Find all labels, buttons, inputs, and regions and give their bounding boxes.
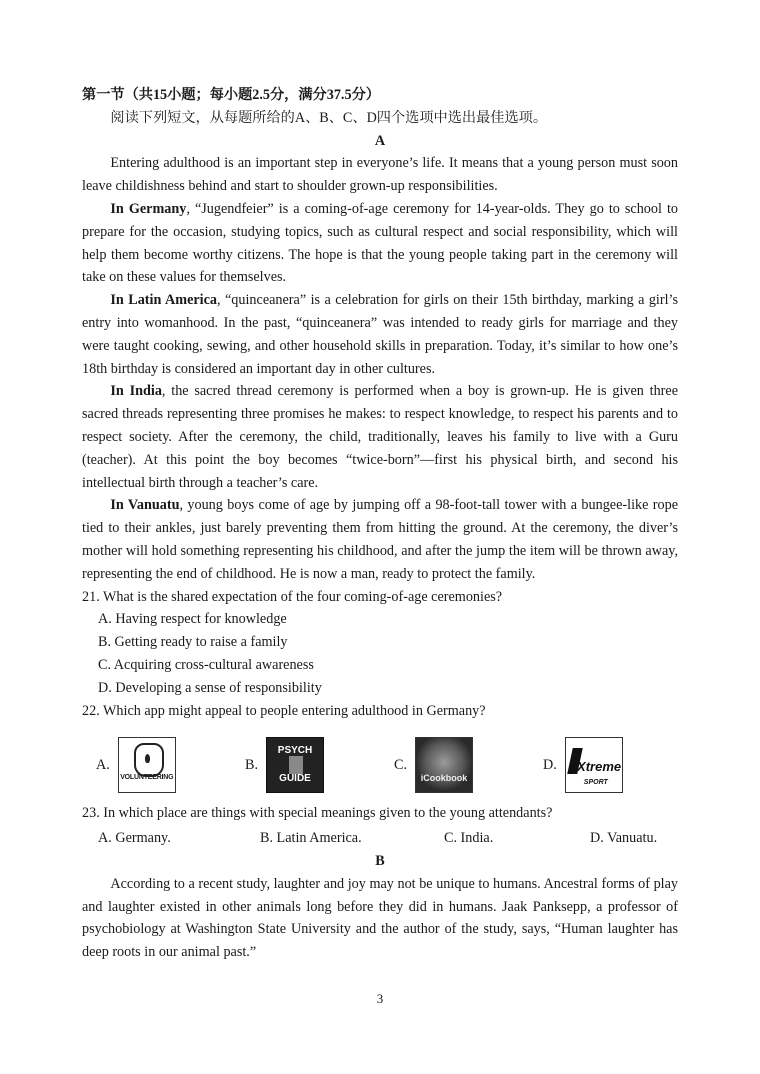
passage-b-paragraph-1: According to a recent study, laughter and joy may not be unique to humans. Ancestral forms of play and laughter existed in other animals long before they did in humans. Jaak Panksepp, a professor of psychobiology at Washington State University and the author of the study, says, “Human laughter has deep roots in our animal past.” <box>82 875 678 961</box>
paragraph-body: , young boys come of age by jumping off a 98-foot-tall tower with a bungee-like rope tied to their ankles, just barely preventing them from hitting the ground. At the ceremony, the diver’s mother will hold something representing his childhood, and after the jump the item will be thrown away, representing the end of childhood. He is now a man, ready to protect the family. <box>82 497 678 582</box>
psych-guide-app-icon <box>266 737 324 793</box>
paragraph-lead-latin-america: In Latin America <box>110 292 218 309</box>
passage-a-paragraph-2 <box>82 198 678 289</box>
paragraph-lead-india: In India <box>110 383 162 400</box>
option-letter: A. <box>96 756 110 773</box>
passage-a-label: A <box>374 132 386 149</box>
volunteering-app-icon <box>118 737 176 793</box>
section-title: 第一节（共15小题；每小题2.5分，满分37.5分） <box>82 87 380 103</box>
section-instruction: 阅读下列短文，从每题所给的A、B、C、D四个选项中选出最佳选项。 <box>110 109 548 126</box>
page-number: 3 <box>376 991 384 1006</box>
paragraph-lead-vanuatu: In Vanuatu <box>110 497 180 514</box>
question-23-option-c[interactable]: C. India. <box>444 830 494 847</box>
paragraph-lead-germany: In Germany <box>110 200 187 217</box>
question-23-option-d[interactable]: D. Vanuatu. <box>590 830 658 847</box>
extreme-sport-app-icon <box>565 737 623 793</box>
question-23-stem: 23. In which place are things with special meanings given to the young attendants? <box>82 805 553 822</box>
question-22-options <box>82 728 678 802</box>
question-22-option-c[interactable] <box>380 737 529 793</box>
question-22-option-d[interactable] <box>529 737 678 793</box>
paragraph-body: , “quinceanera” is a celebration for girls on their 15th birthday, marking a girl’s entry into womanhood. In the past, “quinceanera” was intended to ready girls for marriage and they were taught cooking, sewing, and other household skills in preparation. Today, it’s similar to how one’s 18th birthday is considered an important day in other cultures. <box>82 292 678 377</box>
icon-label-bottom: SPORT <box>583 779 608 787</box>
option-letter: C. <box>394 756 408 773</box>
passage-a-paragraph-1: Entering adulthood is an important step in everyone’s life. It means that a young person must soon leave childishness behind and start to shoulder grown-up responsibilities. <box>82 155 678 195</box>
option-letter: B. <box>245 756 259 773</box>
icon-label: VOLUNTEERING <box>120 773 174 781</box>
question-22-option-b[interactable] <box>231 737 380 793</box>
paragraph-body: , the sacred thread ceremony is performed when a boy is grown-up. He is given three sacred threads representing three promises he makes: to respect knowledge, to respect his parents and to respect society. After the ceremony, the child, traditionally, leaves his family to live with a Guru (teacher). At this point the boy becomes “twice-born”—first his physical birth, and second his intellectual birth through a teacher’s care. <box>82 383 678 491</box>
question-21-option-c[interactable]: C. Acquiring cross-cultural awareness <box>98 656 314 673</box>
passage-a-paragraph-5 <box>82 494 678 585</box>
icon-label-top: PSYCH <box>277 745 313 757</box>
question-21-option-d[interactable]: D. Developing a sense of responsibility <box>98 679 322 696</box>
question-23-option-a[interactable]: A. Germany. <box>98 830 171 847</box>
question-22-option-a[interactable] <box>82 737 231 793</box>
question-21-option-b[interactable]: B. Getting ready to raise a family <box>98 634 288 651</box>
exam-page <box>82 84 678 964</box>
question-21-stem: 21. What is the shared expectation of the four coming-of-age ceremonies? <box>82 588 503 605</box>
question-23-options <box>98 827 678 850</box>
option-letter: D. <box>543 756 557 773</box>
passage-b-label: B <box>375 852 385 869</box>
passage-a-paragraph-4 <box>82 380 678 494</box>
icon-label: iCookbook <box>420 772 468 783</box>
icon-label-bottom: GUIDE <box>279 772 311 784</box>
question-21-option-a[interactable]: A. Having respect for knowledge <box>98 611 287 628</box>
cookbook-app-icon <box>415 737 473 793</box>
question-23-option-b[interactable]: B. Latin America. <box>260 830 362 847</box>
icon-label-top: eXtreme <box>569 759 622 775</box>
paragraph-body: , “Jugendfeier” is a coming-of-age ceremony for 14-year-olds. They go to school to prepare for the occasion, studying topics, such as cultural respect and social responsibility, which will help them become worthy citizens. The hope is that the young people taking part in the ceremony will take on these values for themselves. <box>82 200 679 286</box>
question-22-stem: 22. Which app might appeal to people entering adulthood in Germany? <box>82 702 486 719</box>
passage-a-paragraph-3 <box>82 289 678 380</box>
